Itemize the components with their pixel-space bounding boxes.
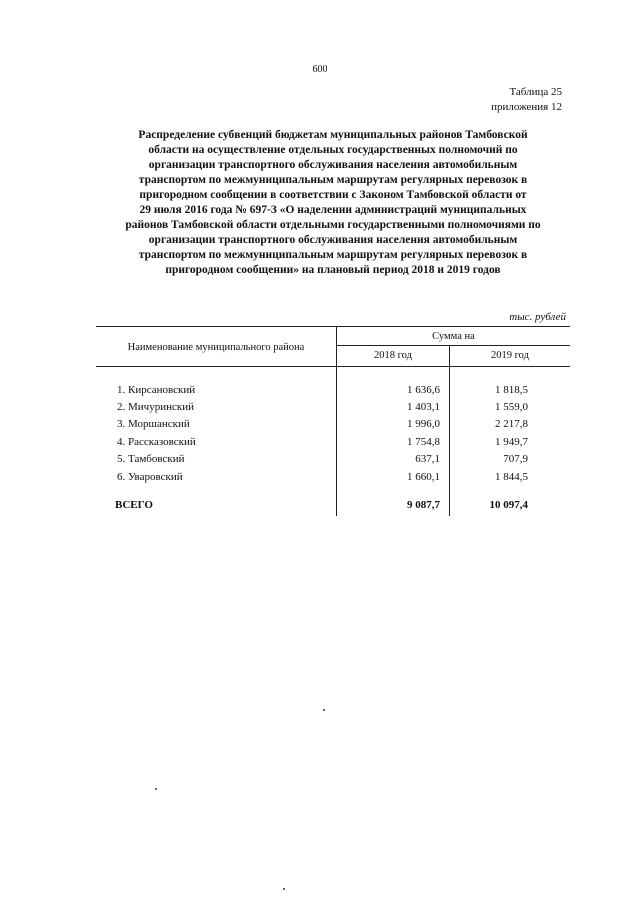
title-line: транспортом по межмуниципальным маршрутам регулярных перевозок в [138, 174, 528, 186]
district-name: 3. Моршанский [117, 418, 190, 430]
table-row [0, 471, 640, 488]
title-line: организации транспортного обслуживания населения автомобильным [148, 234, 518, 246]
table-row [0, 384, 640, 401]
value-2019: 1 818,5 [495, 384, 528, 396]
scan-speck [155, 788, 157, 790]
title-line: пригородном сообщении» на плановый период 2018 и 2019 годов [165, 264, 501, 276]
total-2018: 9 087,7 [407, 499, 440, 511]
table-row [0, 436, 640, 453]
value-2019: 1 949,7 [495, 436, 528, 448]
district-name: 4. Рассказовский [117, 436, 196, 448]
total-label: ВСЕГО [115, 499, 153, 511]
district-name: 5. Тамбовский [117, 453, 185, 465]
district-name: 6. Уваровский [117, 471, 183, 483]
total-row [0, 499, 640, 516]
table-row [0, 418, 640, 435]
title-line: организации транспортного обслуживания населения автомобильным [148, 159, 518, 171]
title-line: районов Тамбовской области отдельными государственными полномочиями по [125, 219, 541, 231]
value-2018: 1 403,1 [407, 401, 440, 413]
appendix-number: приложения 12 [491, 101, 562, 113]
title-line: области на осуществление отдельных государственных полномочий по [148, 144, 518, 156]
district-name: 2. Мичуринский [117, 401, 194, 413]
title-line: 29 июля 2016 года № 697-З «О наделении администраций муниципальных [139, 204, 527, 216]
scan-speck [323, 709, 325, 711]
page-number: 600 [312, 64, 328, 75]
units-label: тыс. рублей [509, 311, 566, 323]
document-title [96, 128, 570, 278]
title-line: пригородном сообщении в соответствии с Законом Тамбовской области от [139, 189, 527, 201]
table-row [0, 453, 640, 470]
value-2019: 1 844,5 [495, 471, 528, 483]
column-header-name: Наименование муниципального района [127, 342, 305, 353]
title-line: транспортом по межмуниципальным маршрутам регулярных перевозок в [138, 249, 528, 261]
table-number: Таблица 25 [509, 86, 562, 98]
value-2019: 1 559,0 [495, 401, 528, 413]
column-header-sum: Сумма на [432, 331, 475, 342]
table-top-rule [96, 326, 570, 327]
total-2019: 10 097,4 [489, 499, 528, 511]
column-header-2018: 2018 год [374, 350, 412, 361]
title-line: Распределение субвенций бюджетам муниципальных районов Тамбовской [138, 129, 528, 141]
value-2019: 707,9 [503, 453, 528, 465]
column-header-2019: 2019 год [491, 350, 529, 361]
table-row [0, 401, 640, 418]
district-name: 1. Кирсановский [117, 384, 196, 396]
value-2018: 1 996,0 [407, 418, 440, 430]
header-bottom-rule [96, 366, 570, 367]
value-2018: 1 660,1 [407, 471, 440, 483]
value-2018: 1 636,6 [407, 384, 440, 396]
scan-speck [283, 888, 285, 890]
value-2018: 637,1 [415, 453, 440, 465]
sum-header-rule [337, 345, 570, 346]
value-2018: 1 754,8 [407, 436, 440, 448]
table-reference [491, 85, 562, 115]
value-2019: 2 217,8 [495, 418, 528, 430]
